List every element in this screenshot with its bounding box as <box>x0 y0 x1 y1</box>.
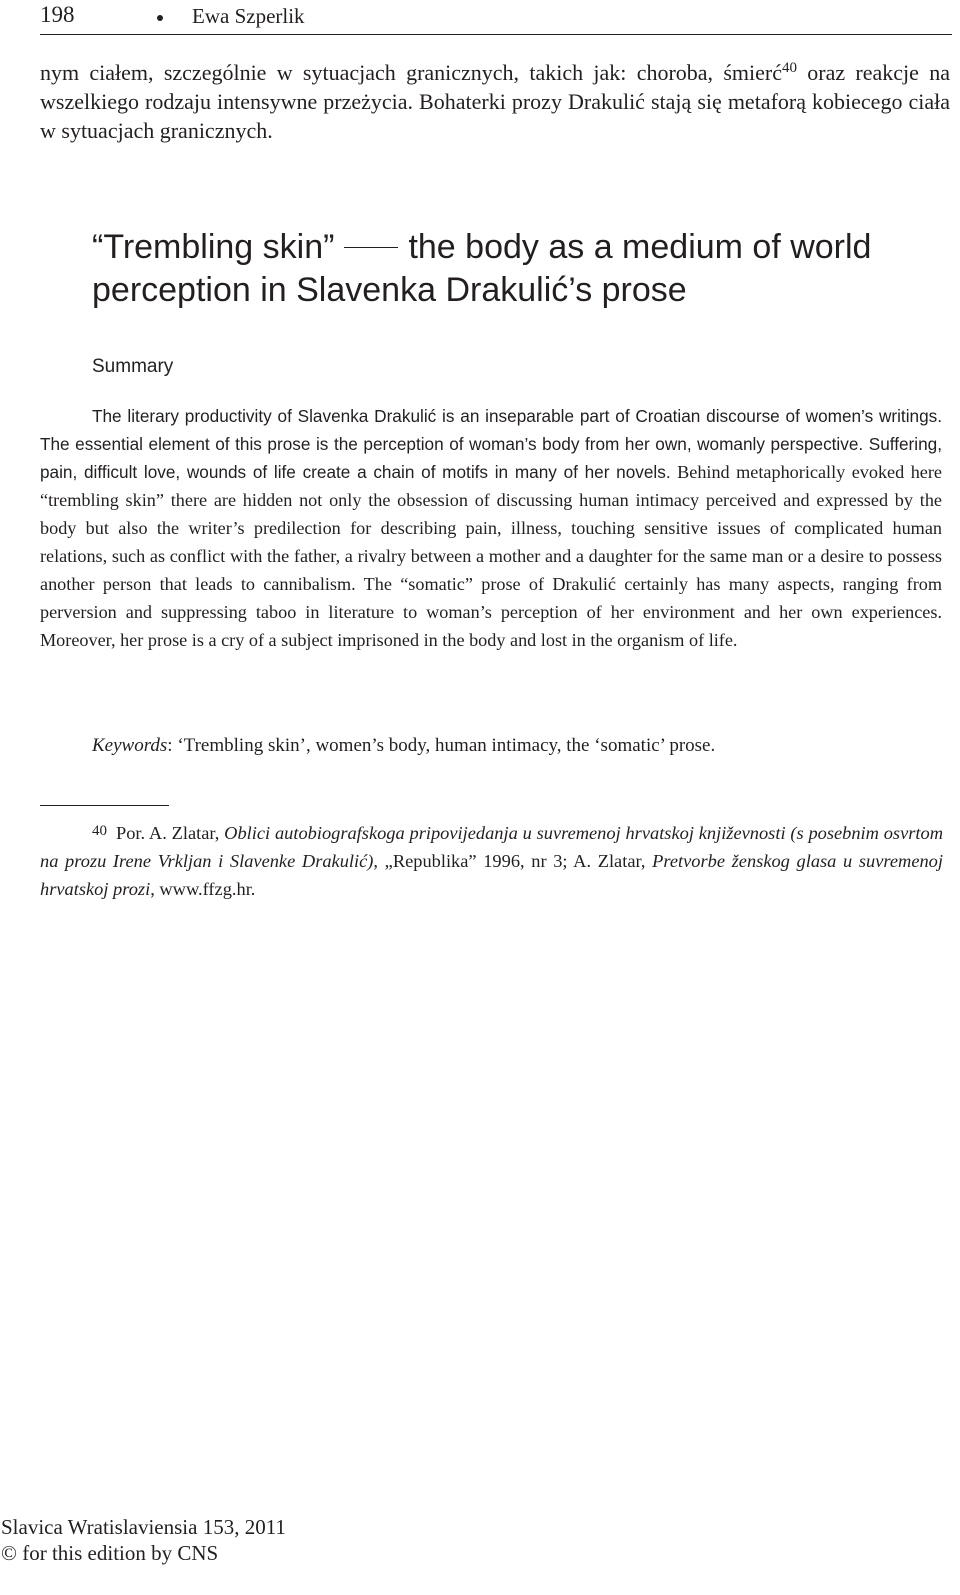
running-header-author: Ewa Szperlik <box>192 4 305 28</box>
title-rest: the body as a medium of world perception in Slavenka Drakulić’s prose <box>92 228 872 309</box>
page-footer <box>1 1514 286 1566</box>
running-header <box>40 2 952 35</box>
footnote-title-1: Oblici autobiografskoga pripovijedanja u suvremenoj hrvatskoj književnosti (s posebnim osvrtom na prozu Irene Vrkljan i Slavenke Drakulić) <box>40 823 943 871</box>
keywords-label: Keywords <box>92 735 168 756</box>
intro-text-start: nym ciałem, szczególnie w sytuacjach granicznych, takich jak: choroba, śmierć <box>40 60 782 85</box>
footnote-text-1: Por. A. Zlatar, <box>116 823 225 843</box>
footnote-reference[interactable]: 40 <box>781 60 797 76</box>
footnote-number: 40 <box>92 823 107 839</box>
footer-copyright: © for this edition by CNS <box>1 1541 219 1565</box>
page-number: 198 <box>40 2 75 27</box>
title-quote: “Trembling skin” <box>92 228 335 266</box>
article-title <box>92 226 912 312</box>
footnote-text-2: , „Republika” 1996, nr 3; A. Zlatar, <box>373 851 653 871</box>
title-dash <box>344 247 398 248</box>
footnote-40 <box>40 817 943 903</box>
summary-text-sans: The literary productivity of Slavenka Drakulić is an inseparable part of Croatian discourse of women’s writings. The essential element of this prose is the perception of woman’s body from her own, womanly perspective. Suffering, pain, difficult love, wounds of life create a chain of motifs in many of her novels. <box>40 406 942 482</box>
summary-text-serif: Behind metaphorically evoked here “trembling skin” there are hidden not only the obsession of discussing human intimacy perceived and expressed by the body but also the writer’s predilection for describing pain, illness, touching sensitive issues of complicated human relations, such as conflict with the father, a rivalry between a mother and a daughter for the same man or a desire to possess another person that leads to cannibalism. The “somatic” prose of Drakulić certainly has many aspects, ranging from perversion and suppressing taboo in literature to woman’s perception of her environment and her own experiences. Moreover, her prose is a cry of a subject imprisoned in the body and lost in the organism of life. <box>40 462 942 650</box>
footer-journal: Slavica Wratislaviensia 153, 2011 <box>1 1515 286 1539</box>
keywords-line <box>92 735 715 757</box>
footnote-text-3: , www.ffzg.hr. <box>150 879 256 899</box>
intro-text-end: oraz reakcje na wszelkiego rodzaju intensywne przeżycia. Bohaterki prozy Drakulić stają się metaforą kobiecego ciała w sytuacjach granicznych. <box>40 60 950 143</box>
footnote-title-2: Pretvorbe ženskog glasa u suvremenoj hrvatskoj prozi <box>40 851 943 899</box>
summary-heading: Summary <box>92 356 174 377</box>
intro-paragraph <box>40 58 950 145</box>
summary-paragraph <box>40 402 942 654</box>
footnote-separator <box>40 805 169 806</box>
keywords-text: : ‘Trembling skin’, women’s body, human intimacy, the ‘somatic’ prose. <box>167 735 716 756</box>
bullet-separator <box>157 15 163 21</box>
